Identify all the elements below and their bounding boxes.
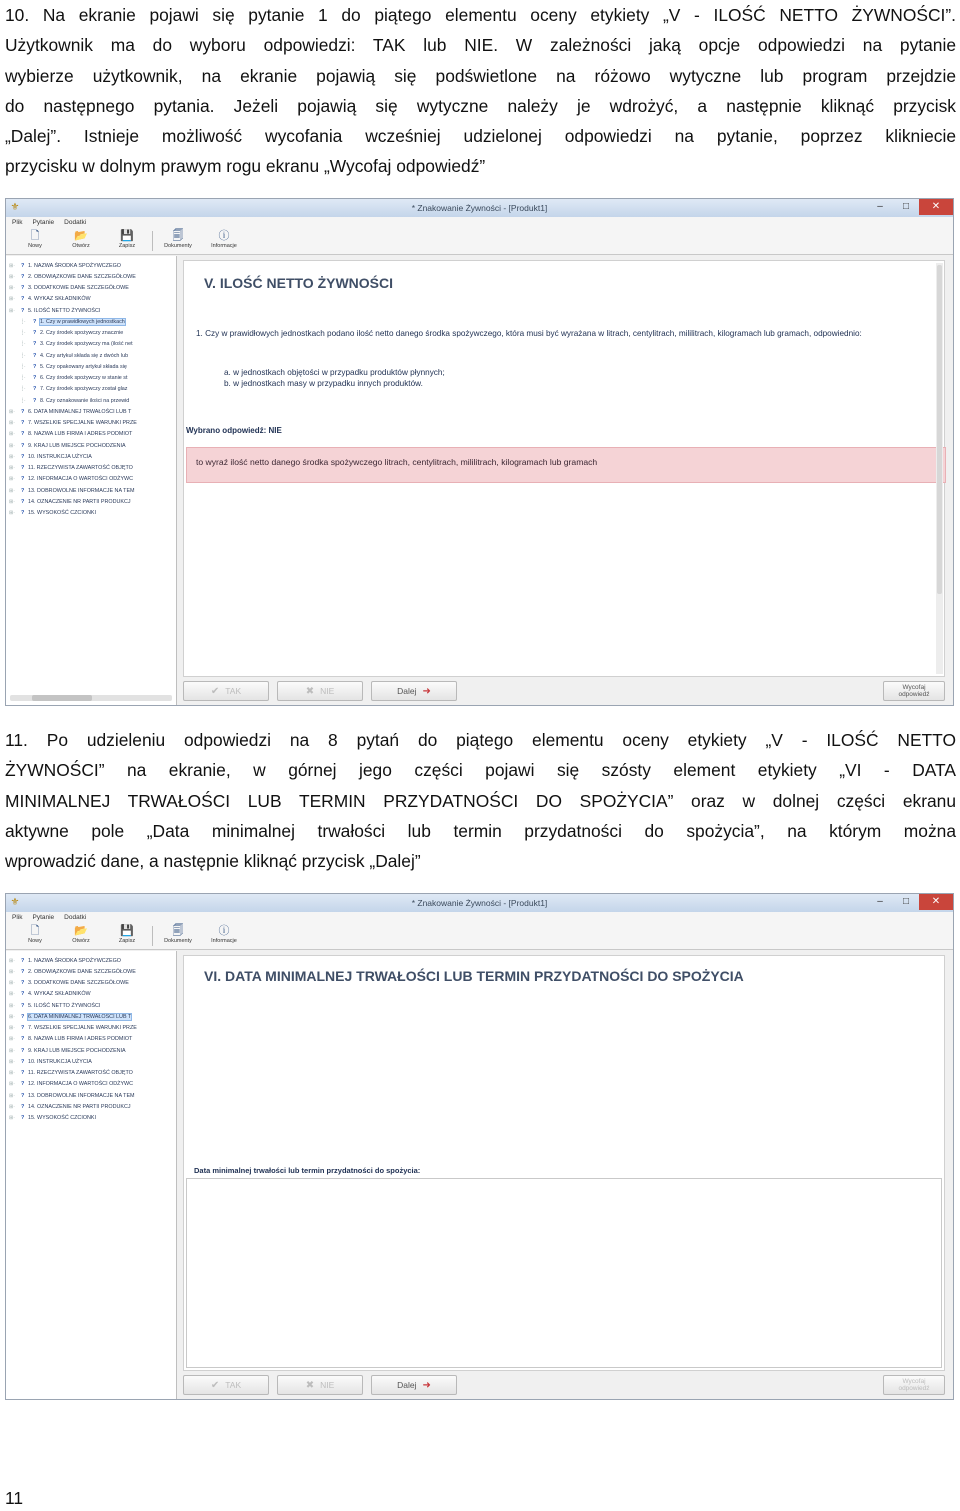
- new-document-icon: 🗋: [30, 230, 40, 242]
- tree-expander-icon: ⊞·: [9, 273, 15, 280]
- date-input[interactable]: [186, 1178, 942, 1368]
- menu-pytanie[interactable]: Pytanie: [32, 914, 55, 921]
- undo-answer-button[interactable]: Wycofaj odpowiedź: [883, 1375, 945, 1395]
- question-mark-icon: ?: [21, 1013, 25, 1020]
- question-mark-icon: ?: [33, 318, 37, 325]
- tree-section-item[interactable]: [6, 485, 176, 496]
- question-mark-icon: ?: [21, 510, 25, 517]
- toolbar-separator: [152, 231, 153, 251]
- question-mark-icon: ?: [21, 1002, 25, 1009]
- paragraph-line: ŻYWNOŚCI” na ekranie, w górnej jego części pojawi się szósty element etykiety „VI - DATA: [5, 760, 956, 781]
- question-mark-icon: ?: [21, 273, 25, 280]
- app-logo-icon: ⚜: [10, 202, 20, 213]
- tree-horizontal-scrollbar[interactable]: [10, 695, 172, 701]
- tree-question-item[interactable]: [6, 350, 176, 361]
- tree-item-label: 2. Czy środek spożywczy znacznie: [40, 330, 124, 337]
- tree-item-label: 13. DOBROWOLNE INFORMACJE NA TEM: [28, 1092, 135, 1099]
- question-mark-icon: ?: [21, 420, 25, 427]
- tree-expander-icon: ┊·: [21, 375, 26, 382]
- dalej-button[interactable]: Dalej ➜: [371, 681, 457, 701]
- check-icon: ✔: [210, 1379, 220, 1391]
- tree-expander-icon: ⊞·: [9, 1081, 15, 1088]
- tree-expander-icon: ⊞·: [9, 980, 15, 987]
- tree-item-label: 6. Czy środek spożywczy w stanie st: [40, 375, 128, 382]
- tree-question-item[interactable]: [6, 395, 176, 406]
- tree-item-label: 4. WYKAZ SKŁADNIKÓW: [28, 991, 91, 998]
- instruction-paragraph-11: [5, 725, 956, 876]
- tree-section-item[interactable]: [6, 294, 176, 305]
- tree-item-label: 7. WSZELKIE SPECJALNE WARUNKI PRZE: [28, 420, 137, 427]
- tree-expander-icon: ⊞·: [9, 1070, 15, 1077]
- question-mark-icon: ?: [21, 442, 25, 449]
- tree-expander-icon: ⊞·: [9, 285, 15, 292]
- toolbar: [6, 228, 953, 255]
- tree-item-label: 2. OBOWIĄZKOWE DANE SZCZEGÓŁOWE: [28, 968, 136, 975]
- question-mark-icon: ?: [21, 498, 25, 505]
- tree-item-label: 4. Czy artykuł składa się z dwóch lub: [40, 352, 129, 359]
- info-icon: ⓘ: [218, 230, 230, 242]
- window-title: * Znakowanie Żywności - [Produkt1]: [411, 203, 548, 213]
- tree-section-item[interactable]: [6, 1000, 176, 1011]
- new-document-icon: 🗋: [30, 925, 40, 937]
- tree-expander-icon: ⊞·: [9, 510, 15, 517]
- tree-section-item[interactable]: [6, 989, 176, 1000]
- question-mark-icon: ?: [21, 285, 25, 292]
- tree-item-label: 5. Czy opakowany artykuł składa się: [40, 363, 127, 370]
- tree-expander-icon: ┊·: [21, 318, 26, 325]
- tree-expander-icon: ⊞·: [9, 1092, 15, 1099]
- question-mark-icon: ?: [33, 397, 37, 404]
- arrow-right-icon: ➜: [422, 685, 431, 697]
- instruction-paragraph-10: [5, 0, 956, 182]
- nie-button[interactable]: ✖ NIE: [277, 1375, 363, 1395]
- tree-expander-icon: ⊞·: [9, 420, 15, 427]
- tak-button[interactable]: ✔ TAK: [183, 681, 269, 701]
- menu-plik[interactable]: Plik: [12, 914, 23, 921]
- documents-button[interactable]: 🗐 Dokumenty: [164, 230, 192, 249]
- question-mark-icon: ?: [21, 465, 25, 472]
- tree-section-item[interactable]: [6, 283, 176, 294]
- toolbar-separator: [152, 926, 153, 946]
- tree-section-item[interactable]: [6, 271, 176, 282]
- question-content: [183, 955, 945, 1371]
- tree-expander-icon: ⊞·: [9, 487, 15, 494]
- tree-item-label: 15. WYSOKOŚĆ CZCIONKI: [28, 1115, 96, 1122]
- tree-item-label: 2. OBOWIĄZKOWE DANE SZCZEGÓŁOWE: [28, 273, 136, 280]
- dalej-button[interactable]: Dalej ➜: [371, 1375, 457, 1395]
- paragraph-line: do następnego pytania. Jeżeli pojawią się wytyczne należy je wdrożyć, a następnie kliknąć przycisk: [5, 95, 956, 116]
- menu-plik[interactable]: Plik: [12, 219, 23, 226]
- paragraph-line: aktywne pole „Data minimalnej trwałości lub termin przydatności do spożycia”, na którym można: [5, 820, 956, 841]
- tree-expander-icon: ⊞·: [9, 1036, 15, 1043]
- info-icon: ⓘ: [218, 925, 230, 937]
- undo-answer-button[interactable]: Wycofaj odpowiedź: [883, 681, 945, 701]
- option-a: a. w jednostkach objętości w przypadku produktów płynnych;: [224, 368, 445, 377]
- paragraph-line: 10. Na ekranie pojawi się pytanie 1 do piątego elementu oceny etykiety „V - ILOŚĆ NETTO ŻYWNOŚCI”.: [5, 5, 956, 25]
- tree-expander-icon: ⊞·: [9, 1058, 15, 1065]
- tree-expander-icon: ⊞·: [9, 431, 15, 438]
- question-mark-icon: ?: [21, 1092, 25, 1099]
- question-mark-icon: ?: [21, 431, 25, 438]
- tree-section-item[interactable]: [6, 1011, 176, 1022]
- question-mark-icon: ?: [33, 386, 37, 393]
- tree-question-item[interactable]: [6, 384, 176, 395]
- tree-section-item[interactable]: [6, 1056, 176, 1067]
- tree-expander-icon: ┊·: [21, 341, 26, 348]
- question-content: [183, 260, 945, 677]
- tree-question-item[interactable]: [6, 316, 176, 327]
- main-panel: [177, 951, 953, 1399]
- tree-item-label: 6. DATA MINIMALNEJ TRWAŁOŚCI LUB T: [28, 408, 132, 415]
- paragraph-line: Użytkownik ma do wyboru odpowiedzi: TAK lub NIE. W zależności jaką opcje odpowiedzi na pytanie: [5, 35, 956, 56]
- tree-item-label: 13. DOBROWOLNE INFORMACJE NA TEM: [28, 487, 135, 494]
- app-window-screen-2: [5, 893, 954, 1400]
- tree-item-label: 9. KRAJ LUB MIEJSCE POCHODZENIA: [28, 1047, 126, 1054]
- tree-item-label: 8. Czy oznakowanie ilości na przewid: [40, 397, 130, 404]
- question-mark-icon: ?: [21, 1047, 25, 1054]
- question-mark-icon: ?: [33, 330, 37, 337]
- tree-item-label: 5. ILOŚĆ NETTO ŻYWNOŚCI: [28, 1002, 101, 1009]
- app-window-screen-1: [5, 198, 954, 706]
- question-mark-icon: ?: [33, 375, 37, 382]
- documents-icon: 🗐: [172, 925, 184, 937]
- tree-item-label: 11. RZECZYWISTA ZAWARTOŚĆ OBJĘTO: [28, 465, 133, 472]
- tree-item-label: 3. DODATKOWE DANE SZCZEGÓŁOWE: [28, 980, 129, 987]
- question-mark-icon: ?: [33, 341, 37, 348]
- nie-button[interactable]: ✖ NIE: [277, 681, 363, 701]
- paragraph-line: MINIMALNEJ TRWAŁOŚCI LUB TERMIN PRZYDATNOŚCI DO SPOŻYCIA” oraz w dolnej części ekranu: [5, 790, 956, 811]
- tree-section-item[interactable]: [6, 429, 176, 440]
- tree-section-item[interactable]: [6, 406, 176, 417]
- question-mark-icon: ?: [21, 476, 25, 483]
- menu-dodatki[interactable]: Dodatki: [64, 914, 87, 921]
- cross-icon: ✖: [305, 1379, 315, 1391]
- save-icon: 💾: [120, 230, 134, 242]
- tree-expander-icon: ⊞·: [9, 1103, 15, 1110]
- paragraph-line: wprowadzić dane, a następnie kliknąć przycisk „Dalej”: [5, 851, 421, 872]
- toolbar: [6, 923, 953, 950]
- tree-expander-icon: ⊞·: [9, 1115, 15, 1122]
- tree-item-label: 12. INFORMACJA O WARTOŚCI ODŻYWC: [28, 1081, 134, 1088]
- tree-section-item[interactable]: [6, 260, 176, 271]
- title-bar: [6, 199, 953, 217]
- open-folder-icon: 📂: [74, 925, 88, 937]
- question-mark-icon: ?: [21, 968, 25, 975]
- answer-buttons: [183, 1373, 945, 1397]
- question-mark-icon: ?: [21, 957, 25, 964]
- close-button[interactable]: ✕: [919, 199, 953, 215]
- question-mark-icon: ?: [21, 1025, 25, 1032]
- tree-item-label: 1. Czy w prawidłowych jednostkach: [40, 318, 125, 325]
- tree-item-label: 3. DODATKOWE DANE SZCZEGÓŁOWE: [28, 285, 129, 292]
- info-button[interactable]: ⓘ Informacje: [211, 230, 237, 249]
- question-mark-icon: ?: [21, 1036, 25, 1043]
- new-button[interactable]: 🗋 Nowy: [28, 230, 42, 249]
- tak-button[interactable]: ✔ TAK: [183, 1375, 269, 1395]
- tree-expander-icon: ⊞·: [9, 465, 15, 472]
- menu-bar: [6, 912, 953, 923]
- question-mark-icon: ?: [21, 262, 25, 269]
- menu-bar: [6, 217, 953, 228]
- answer-buttons: [183, 679, 945, 703]
- tree-item-label: 6. DATA MINIMALNEJ TRWAŁOŚCI LUB T: [28, 1013, 132, 1020]
- tree-section-item[interactable]: [6, 1034, 176, 1045]
- paragraph-line: „Dalej”. Istnieje możliwość wycofania wcześniej udzielonej odpowiedzi na pytanie, poprzez klikniecie: [5, 126, 956, 147]
- tree-section-item[interactable]: [6, 508, 176, 519]
- tree-expander-icon: ⊞·: [9, 476, 15, 483]
- tree-item-label: 11. RZECZYWISTA ZAWARTOŚĆ OBJĘTO: [28, 1070, 133, 1077]
- tree-expander-icon: ⊞·: [9, 453, 15, 460]
- question-mark-icon: ?: [33, 363, 37, 370]
- question-mark-icon: ?: [21, 296, 25, 303]
- tree-section-item[interactable]: [6, 463, 176, 474]
- arrow-right-icon: ➜: [422, 1379, 431, 1391]
- question-mark-icon: ?: [21, 1058, 25, 1065]
- tree-expander-icon: ⊞·: [9, 307, 15, 314]
- documents-button[interactable]: 🗐 Dokumenty: [164, 925, 192, 944]
- tree-item-label: 8. NAZWA LUB FIRMA I ADRES PODMIOT: [28, 431, 133, 438]
- question-mark-icon: ?: [21, 991, 25, 998]
- check-icon: ✔: [210, 685, 220, 697]
- open-button[interactable]: 📂 Otwórz: [72, 925, 90, 944]
- tree-section-item[interactable]: [6, 474, 176, 485]
- tree-expander-icon: ⊞·: [9, 498, 15, 505]
- window-title: * Znakowanie Żywności - [Produkt1]: [411, 898, 548, 908]
- save-icon: 💾: [120, 925, 134, 937]
- tree-item-label: 14. OZNACZENIE NR PARTII PRODUKCJ: [28, 498, 131, 505]
- tree-expander-icon: ┊·: [21, 386, 26, 393]
- paragraph-line: wybierze użytkownik, na ekranie pojawią się podświetlone na różowo wytyczne lub program przejdzie: [5, 65, 956, 86]
- tree-item-label: 12. INFORMACJA O WARTOŚCI ODŻYWC: [28, 476, 134, 483]
- menu-dodatki[interactable]: Dodatki: [64, 219, 87, 226]
- tree-item-label: 8. NAZWA LUB FIRMA I ADRES PODMIOT: [28, 1036, 133, 1043]
- tree-expander-icon: ⊞·: [9, 1025, 15, 1032]
- tree-section-item[interactable]: [6, 418, 176, 429]
- tree-expander-icon: ⊞·: [9, 296, 15, 303]
- tree-section-item[interactable]: [6, 451, 176, 462]
- question-mark-icon: ?: [21, 1081, 25, 1088]
- tree-item-label: 10. INSTRUKCJA UŻYCIA: [28, 1058, 92, 1065]
- question-tree: [6, 951, 177, 1399]
- question-mark-icon: ?: [21, 1115, 25, 1122]
- tree-expander-icon: ⊞·: [9, 408, 15, 415]
- cross-icon: ✖: [305, 685, 315, 697]
- tree-expander-icon: ⊞·: [9, 262, 15, 269]
- maximize-button[interactable]: □: [902, 201, 910, 212]
- guideline-box: to wyraź ilość netto danego środka spożywczego litrach, centylitrach, mililitrach, kilogramach lub gramach: [186, 447, 946, 483]
- tree-section-item[interactable]: [6, 1079, 176, 1090]
- tree-expander-icon: ⊞·: [9, 1013, 15, 1020]
- tree-item-label: 9. KRAJ LUB MIEJSCE POCHODZENIA: [28, 442, 126, 449]
- app-logo-icon: ⚜: [10, 897, 20, 908]
- tree-section-item[interactable]: [6, 1068, 176, 1079]
- question-tree: [6, 256, 177, 705]
- documents-icon: 🗐: [172, 230, 184, 242]
- option-b: b. w jednostkach masy w przypadku innych produktów.: [224, 379, 423, 388]
- question-mark-icon: ?: [21, 487, 25, 494]
- tree-expander-icon: ┊·: [21, 397, 26, 404]
- tree-section-item[interactable]: [6, 496, 176, 507]
- tree-expander-icon: ⊞·: [9, 991, 15, 998]
- tree-item-label: 1. NAZWA ŚRODKA SPOŻYWCZEGO: [28, 957, 121, 964]
- question-mark-icon: ?: [33, 352, 37, 359]
- tree-expander-icon: ┊·: [21, 363, 26, 370]
- tree-item-label: 10. INSTRUKCJA UŻYCIA: [28, 453, 92, 460]
- tree-section-item[interactable]: [6, 1023, 176, 1034]
- close-button[interactable]: ✕: [919, 894, 953, 910]
- tree-question-item[interactable]: [6, 339, 176, 350]
- content-vertical-scrollbar[interactable]: [936, 263, 943, 674]
- section-title: VI. DATA MINIMALNEJ TRWAŁOŚCI LUB TERMIN PRZYDATNOŚCI DO SPOŻYCIA: [204, 968, 744, 984]
- chosen-answer: Wybrano odpowiedź: NIE: [186, 426, 282, 435]
- tree-question-item[interactable]: [6, 328, 176, 339]
- tree-item-label: 7. WSZELKIE SPECJALNE WARUNKI PRZE: [28, 1025, 137, 1032]
- question-mark-icon: ?: [21, 453, 25, 460]
- tree-section-item[interactable]: [6, 966, 176, 977]
- tree-section-item[interactable]: [6, 978, 176, 989]
- tree-expander-icon: ⊞·: [9, 957, 15, 964]
- tree-item-label: 7. Czy środek spożywczy został glaz: [40, 386, 128, 393]
- minimize-button[interactable]: –: [877, 896, 883, 907]
- open-button[interactable]: 📂 Otwórz: [72, 230, 90, 249]
- tree-section-item[interactable]: [6, 1045, 176, 1056]
- tree-item-label: 1. NAZWA ŚRODKA SPOŻYWCZEGO: [28, 262, 121, 269]
- tree-section-item[interactable]: [6, 1101, 176, 1112]
- tree-expander-icon: ⊞·: [9, 1002, 15, 1009]
- question-mark-icon: ?: [21, 1103, 25, 1110]
- tree-expander-icon: ⊞·: [9, 442, 15, 449]
- tree-item-label: 14. OZNACZENIE NR PARTII PRODUKCJ: [28, 1103, 131, 1110]
- tree-section-item[interactable]: [6, 955, 176, 966]
- tree-question-item[interactable]: [6, 361, 176, 372]
- maximize-button[interactable]: □: [902, 896, 910, 907]
- info-button[interactable]: ⓘ Informacje: [211, 925, 237, 944]
- tree-item-label: 15. WYSOKOŚĆ CZCIONKI: [28, 510, 96, 517]
- tree-expander-icon: ┊·: [21, 352, 26, 359]
- new-button[interactable]: 🗋 Nowy: [28, 925, 42, 944]
- tree-expander-icon: ⊞·: [9, 1047, 15, 1054]
- date-field-label: Data minimalnej trwałości lub termin przydatności do spożycia:: [194, 1166, 421, 1175]
- tree-item-label: 4. WYKAZ SKŁADNIKÓW: [28, 296, 91, 303]
- main-panel: [177, 256, 953, 705]
- section-title: V. ILOŚĆ NETTO ŻYWNOŚCI: [204, 275, 394, 291]
- save-button[interactable]: 💾 Zapisz: [118, 230, 136, 249]
- open-folder-icon: 📂: [74, 230, 88, 242]
- tree-expander-icon: ┊·: [21, 330, 26, 337]
- paragraph-line: przycisku w dolnym prawym rogu ekranu „Wycofaj odpowiedź”: [5, 156, 486, 177]
- save-button[interactable]: 💾 Zapisz: [118, 925, 136, 944]
- menu-pytanie[interactable]: Pytanie: [32, 219, 55, 226]
- tree-section-item[interactable]: [6, 1113, 176, 1124]
- question-mark-icon: ?: [21, 1070, 25, 1077]
- question-mark-icon: ?: [21, 408, 25, 415]
- tree-item-label: 3. Czy środek spożywczy ma (ilość net: [40, 341, 133, 348]
- tree-section-item[interactable]: [6, 1090, 176, 1101]
- paragraph-line: 11. Po udzieleniu odpowiedzi na 8 pytań do piątego elementu oceny etykiety „V - ILOŚĆ NETTO: [5, 730, 956, 750]
- tree-section-item[interactable]: [6, 440, 176, 451]
- question-mark-icon: ?: [21, 307, 25, 314]
- tree-expander-icon: ⊞·: [9, 968, 15, 975]
- minimize-button[interactable]: –: [877, 201, 883, 212]
- tree-section-item[interactable]: [6, 305, 176, 316]
- tree-question-item[interactable]: [6, 373, 176, 384]
- question-mark-icon: ?: [21, 980, 25, 987]
- title-bar: [6, 894, 953, 912]
- question-text: 1. Czy w prawidłowych jednostkach podano ilość netto danego środka spożywczego, która musi być wyrażana w litrach, centylitrach, mililitrach, kilogramach lub gramach, odpowiednio:: [196, 329, 862, 338]
- tree-item-label: 5. ILOŚĆ NETTO ŻYWNOŚCI: [28, 307, 101, 314]
- page-number: 11: [5, 1488, 24, 1508]
